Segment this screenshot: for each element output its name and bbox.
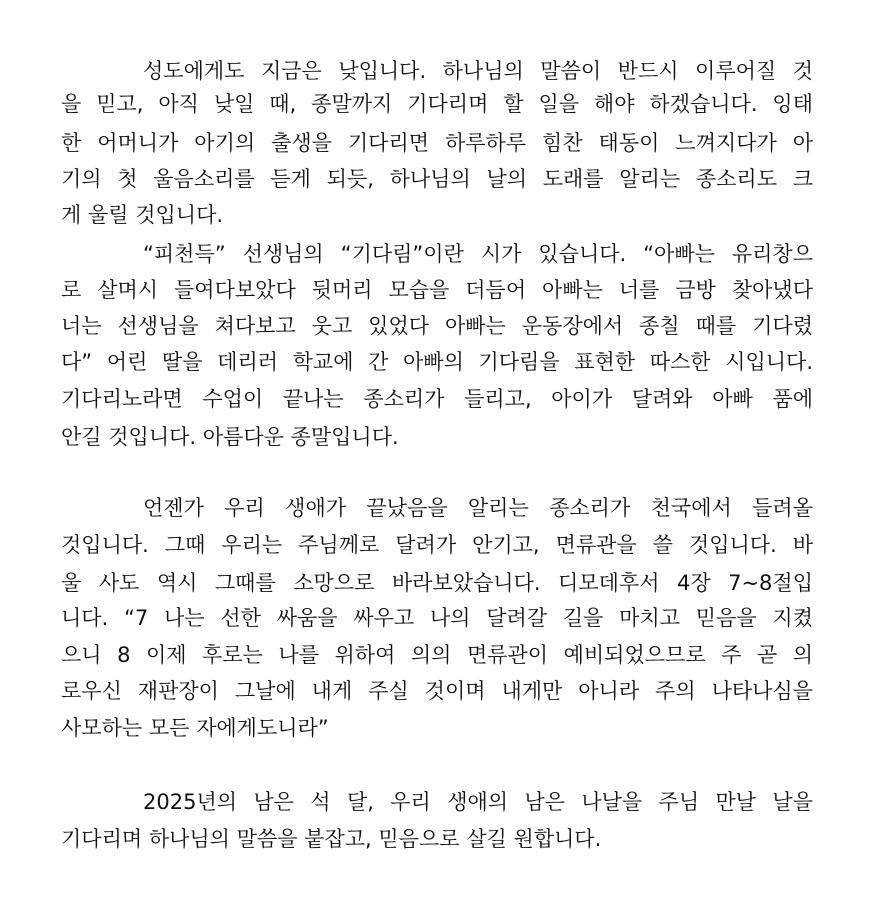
paragraph-line: 으니 8 이제 후로는 나를 위하여 의의 면류관이 예비되었으므로 주 곧 의 — [61, 643, 813, 667]
paragraph-line: 것입니다. 그때 우리는 주님께로 달려가 안기고, 면류관을 쓸 것입니다. 바 — [61, 533, 813, 557]
paragraph-line: 기다리며 하나님의 말씀을 붙잡고, 믿음으로 살길 원합니다. — [61, 827, 602, 851]
paragraph-line: 을 믿고, 아직 낮일 때, 종말까지 기다리며 할 일을 해야 하겠습니다. 잉태 — [61, 92, 813, 116]
paragraph-line: 니다. “7 나는 선한 싸움을 싸우고 나의 달려갈 길을 마치고 믿음을 지켰 — [61, 606, 813, 630]
paragraph-line: 다” 어린 딸을 데리러 학교에 간 아빠의 기다림을 표현한 따스한 시입니다. — [61, 350, 813, 374]
paragraph-line: “피천득” 선생님의 “기다림”이란 시가 있습니다. “아빠는 유리창으 — [143, 242, 813, 266]
paragraph-line: 기다리노라면 수업이 끝나는 종소리가 들리고, 아이가 달려와 아빠 품에 — [61, 387, 813, 411]
paragraph-line: 안길 것입니다. 아름다운 종말입니다. — [61, 425, 399, 449]
paragraph-line: 성도에게도 지금은 낮입니다. 하나님의 말씀이 반드시 이루어질 것 — [143, 59, 813, 83]
paragraph-line: 2025년의 남은 석 달, 우리 생애의 남은 나날을 주님 만날 날을 — [143, 790, 813, 814]
paragraph-line: 기의 첫 울음소리를 듣게 되듯, 하나님의 날의 도래를 알리는 종소리도 크 — [61, 167, 813, 191]
paragraph-line: 언젠가 우리 생애가 끝났음을 알리는 종소리가 천국에서 들려올 — [143, 496, 813, 520]
paragraph-line: 로우신 재판장이 그날에 내게 주실 것이며 내게만 아니라 주의 나타나심을 — [61, 679, 813, 703]
paragraph-line: 사모하는 모든 자에게도니라” — [61, 716, 329, 740]
paragraph-line: 울 사도 역시 그때를 소망으로 바라보았습니다. 디모데후서 4장 7~8절입 — [61, 571, 813, 595]
paragraph-line: 너는 선생님을 쳐다보고 웃고 있었다 아빠는 운동장에서 종칠 때를 기다렸 — [61, 314, 813, 338]
paragraph-line: 게 울릴 것입니다. — [61, 203, 224, 227]
paragraph-line: 로 살며시 들여다보았다 뒷머리 모습을 더듬어 아빠는 너를 금방 찾아냈다 — [61, 278, 813, 302]
paragraph-line: 한 어머니가 아기의 출생을 기다리면 하루하루 힘찬 태동이 느껴지다가 아 — [61, 131, 813, 155]
